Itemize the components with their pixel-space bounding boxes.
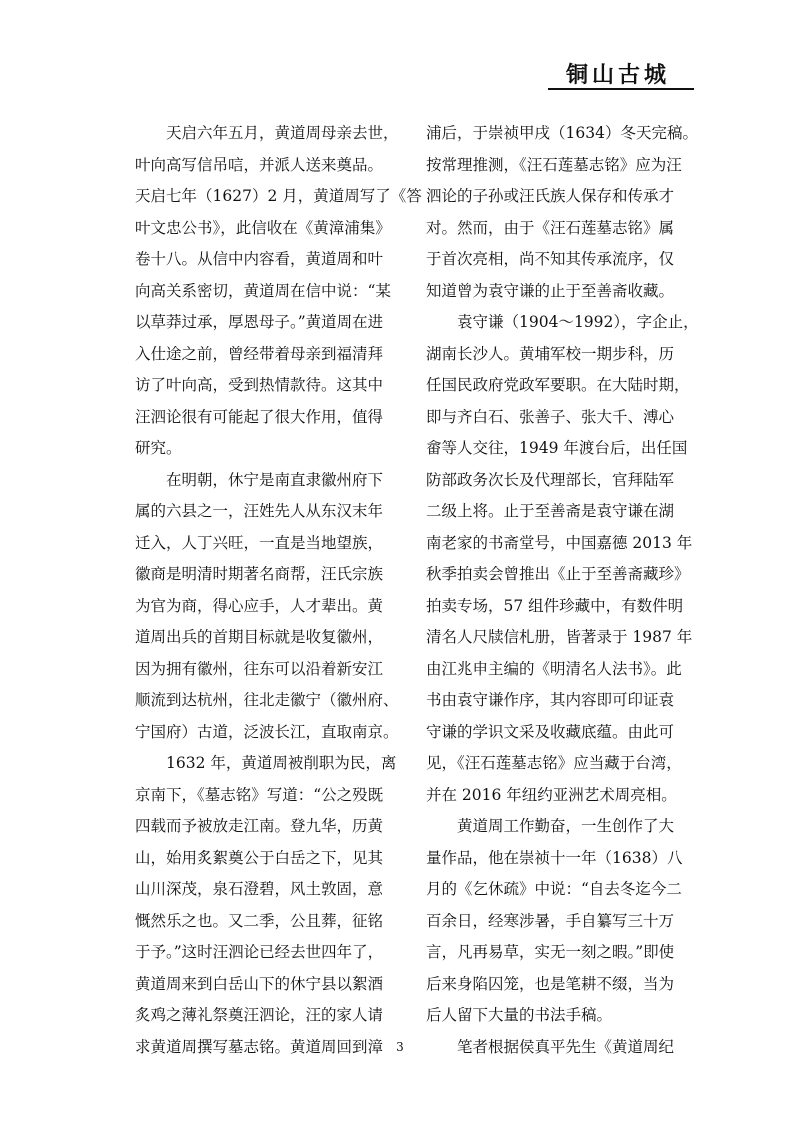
text-line: 叶向高写信吊唁，并派人送来奠品。 [135, 155, 384, 174]
text-line: 访了叶向高，受到热情款待。这其中 [135, 376, 384, 394]
text-line: 秋季拍卖会曾推出《止于至善斋藏珍》 [426, 565, 690, 583]
text-line: 入仕途之前，曾经带着母亲到福清拜 [135, 344, 384, 363]
text-line: 以草莽过承，厚恩母子。”黄道周在进 [135, 313, 384, 331]
text-line: 迁入，人丁兴旺，一直是当地望族， [135, 533, 384, 552]
text-line: 见，《汪石莲墓志铭》应当藏于台湾， [426, 754, 682, 772]
text-line: 笔者根据侯真平先生《黄道周纪 [426, 1037, 675, 1056]
text-line: 宁国府）古道，泛波长江，直取南京。 [135, 722, 399, 741]
text-line: 任国民政府党政军要职。在大陆时期， [426, 376, 690, 394]
text-line: 向高关系密切，黄道周在信中说：“某 [135, 281, 391, 300]
text-line: 袁守谦（1904～1992），字企止， [426, 313, 699, 331]
text-line: 研究。 [135, 439, 182, 457]
text-line: 泗论的子孙或汪氏族人保存和传承才 [426, 187, 675, 205]
text-line: 后来身陷囚笼，也是笔耕不缀，当为 [426, 974, 675, 993]
text-line: 属的六县之一，汪姓先人从东汉末年 [135, 502, 384, 520]
text-line: 卷十八。从信中内容看，黄道周和叶 [135, 250, 384, 268]
text-line: 徽商是明清时期著名商帮，汪氏宗族 [135, 565, 384, 583]
text-line: 按常理推测，《汪石莲墓志铭》应为汪 [426, 155, 682, 174]
text-line: 京南下，《墓志铭》写道：“公之殁既 [135, 785, 384, 804]
text-line: 天启七年（1627）2 月，黄道周写了《答 [135, 187, 422, 205]
text-line: 由江兆申主编的《明清名人法书》。此 [426, 659, 682, 678]
header-underline [548, 88, 694, 90]
text-line: 四载而予被放走江南。登九华，历黄 [135, 817, 384, 835]
text-line: 言，凡再易草，实无一刻之暇。”即使 [426, 943, 675, 961]
text-line: 湖南长沙人。黄埔军校一期步科，历 [426, 344, 675, 363]
text-line: 月的《乞休疏》中说：“自去冬迄今二 [426, 880, 682, 898]
text-line: 二级上将。止于至善斋是袁守谦在湖 [426, 502, 675, 520]
text-line: 南老家的书斋堂号，中国嘉德 2013 年 [426, 533, 693, 552]
text-line: 黄道周来到白岳山下的休宁县以絮酒 [135, 974, 384, 993]
text-line: 1632 年，黄道周被削职为民，离 [135, 754, 397, 772]
text-line: 即与齐白石、张善子、张大千、溥心 [426, 407, 675, 426]
right-text-column [426, 118, 699, 1063]
text-line: 守谦的学识文采及收藏底蕴。由此可 [426, 722, 675, 741]
text-line: 浦后，于崇祯甲戌（1634）冬天完稿。 [426, 124, 698, 142]
text-line: 对。然而，由于《汪石莲墓志铭》属 [426, 218, 675, 237]
text-line: 山，始用炙絮奠公于白岳之下，见其 [135, 848, 384, 867]
text-line: 汪泗论很有可能起了很大作用，值得 [135, 407, 384, 426]
text-line: 于首次亮相，尚不知其传承流序，仅 [426, 250, 675, 268]
text-line: 畲等人交往，1949 年渡台后，出任国 [426, 439, 688, 457]
text-line: 求黄道周撰写墓志铭。黄道周回到漳 [135, 1037, 384, 1056]
text-line: 因为拥有徽州，往东可以沿着新安江 [135, 659, 384, 678]
text-line: 慨然乐之也。又二季，公且葬，征铭 [135, 911, 384, 930]
text-line: 并在 2016 年纽约亚洲艺术周亮相。 [426, 785, 677, 804]
text-line: 于予。”这时汪泗论已经去世四年了， [135, 943, 384, 961]
left-text-column [135, 118, 422, 1063]
text-line: 百余日，经寒涉暑，手自纂写三十万 [426, 911, 675, 930]
text-line: 叶文忠公书》，此信收在《黄漳浦集》 [135, 218, 391, 237]
text-line: 道周出兵的首期目标就是收复徽州， [135, 628, 384, 646]
text-line: 后人留下大量的书法手稿。 [426, 1006, 613, 1024]
text-line: 天启六年五月，黄道周母亲去世， [135, 124, 399, 142]
text-line: 山川深茂，泉石澄碧，风土敦固，意 [135, 880, 384, 898]
text-line: 拍卖专场，57 组件珍藏中，有数件明 [426, 596, 684, 615]
page-number: 3 [396, 1040, 404, 1054]
running-header-title: 铜山古城 [566, 62, 671, 88]
text-line: 知道曾为袁守谦的止于至善斋收藏。 [426, 281, 675, 300]
text-line: 为官为商，得心应手，人才辈出。黄 [135, 596, 384, 615]
text-line: 顺流到达杭州，往北走徽宁（徽州府、 [135, 691, 399, 709]
text-line: 防部政务次长及代理部长，官拜陆军 [426, 470, 675, 489]
text-line: 清名人尺牍信札册，皆著录于 1987 年 [426, 628, 693, 646]
text-line: 量作品，他在崇祯十一年（1638）八 [426, 848, 683, 867]
text-line: 书由袁守谦作序，其内容即可印证袁 [426, 691, 675, 709]
text-line: 炙鸡之薄礼祭奠汪泗论，汪的家人请 [135, 1006, 384, 1024]
text-line: 在明朝，休宁是南直隶徽州府下 [135, 470, 384, 489]
text-line: 黄道周工作勤奋，一生创作了大 [426, 817, 675, 835]
